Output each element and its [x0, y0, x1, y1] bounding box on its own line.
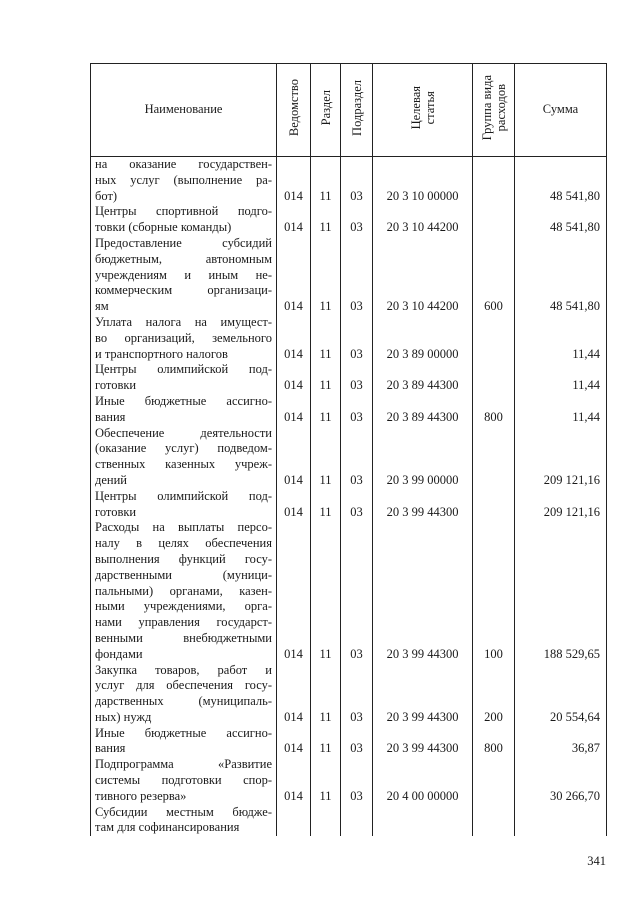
row-celevaya-statya: 20 3 89 44300	[373, 362, 473, 394]
row-summa: 48 541,80	[515, 204, 607, 236]
row-name-line: Предоставление субсидий	[95, 235, 272, 250]
row-summa: 48 541,80	[515, 236, 607, 315]
table-row	[91, 805, 607, 837]
row-name	[91, 204, 277, 236]
row-name-line: ных услуг (выполнение ра-	[95, 172, 272, 187]
row-name	[91, 726, 277, 758]
row-summa: 11,44	[515, 315, 607, 362]
row-name-line: бюджетным, автономным	[95, 251, 272, 266]
row-name-line: и транспортного налогов	[95, 346, 228, 361]
table-row	[91, 394, 607, 426]
row-name-line: дарственными (муници-	[95, 567, 272, 582]
header-vedomstvo: Ведомство	[277, 64, 311, 157]
row-name-line: готовки	[95, 504, 137, 519]
row-name	[91, 394, 277, 426]
row-summa: 30 266,70	[515, 757, 607, 804]
row-name-line: Субсидии местным бюдже-	[95, 804, 272, 819]
table-row	[91, 315, 607, 362]
row-vedomstvo: 014	[277, 663, 311, 726]
row-podrazdel: 03	[341, 315, 373, 362]
row-name-line: услуг для обеспечения госу-	[95, 678, 272, 693]
table-row	[91, 489, 607, 521]
table-row	[91, 426, 607, 489]
row-vedomstvo: 014	[277, 236, 311, 315]
row-razdel	[311, 805, 341, 837]
row-gruppa: 200	[473, 663, 515, 726]
row-name	[91, 362, 277, 394]
row-vedomstvo: 014	[277, 204, 311, 236]
header-gruppa-vida-rashodov: Группа вида расходов	[473, 64, 515, 157]
row-razdel: 11	[311, 362, 341, 394]
row-name-line: тивного резерва»	[95, 788, 187, 803]
row-summa: 48 541,80	[515, 157, 607, 205]
row-podrazdel: 03	[341, 726, 373, 758]
row-name-line: венными внебюджетными	[95, 630, 272, 645]
row-name-line: нами управления государст-	[95, 615, 272, 630]
row-podrazdel	[341, 805, 373, 837]
row-podrazdel: 03	[341, 394, 373, 426]
row-celevaya-statya: 20 3 99 44300	[373, 489, 473, 521]
row-name-line: Уплата налога на имущест-	[95, 314, 272, 329]
table-row	[91, 157, 607, 205]
table-row	[91, 520, 607, 662]
row-razdel: 11	[311, 726, 341, 758]
row-name-line: вания	[95, 409, 126, 424]
row-name-line: пальными) органами, казен-	[95, 583, 272, 598]
table-row	[91, 362, 607, 394]
row-razdel: 11	[311, 663, 341, 726]
row-podrazdel: 03	[341, 157, 373, 205]
row-podrazdel: 03	[341, 362, 373, 394]
table-row	[91, 236, 607, 315]
row-name-line: системы подготовки спор-	[95, 773, 272, 788]
table-row	[91, 204, 607, 236]
row-podrazdel: 03	[341, 236, 373, 315]
row-gruppa: 600	[473, 236, 515, 315]
row-gruppa	[473, 805, 515, 837]
row-name-line: выполнения функций госу-	[95, 551, 272, 566]
row-name-line: фондами	[95, 646, 143, 661]
row-gruppa: 100	[473, 520, 515, 662]
row-name-line: Подпрограмма «Развитие	[95, 757, 272, 772]
row-summa: 20 554,64	[515, 663, 607, 726]
row-name	[91, 757, 277, 804]
row-name-line: учреждениям и иным не-	[95, 267, 272, 282]
row-celevaya-statya: 20 3 10 44200	[373, 236, 473, 315]
budget-table	[90, 63, 607, 836]
row-name-line: там для софинансирования	[95, 820, 240, 835]
row-name-line: налу в целях обеспечения	[95, 536, 272, 551]
row-razdel: 11	[311, 520, 341, 662]
row-name-line: (оказание услуг) подведом-	[95, 441, 272, 456]
row-vedomstvo: 014	[277, 520, 311, 662]
row-gruppa	[473, 315, 515, 362]
row-razdel: 11	[311, 236, 341, 315]
header-celevaya-statya: Целевая статья	[373, 64, 473, 157]
row-summa: 209 121,16	[515, 426, 607, 489]
row-name-line: ственных казенных учреж-	[95, 457, 272, 472]
row-razdel: 11	[311, 426, 341, 489]
row-celevaya-statya	[373, 805, 473, 837]
row-celevaya-statya: 20 3 89 44300	[373, 394, 473, 426]
row-celevaya-statya: 20 3 10 44200	[373, 204, 473, 236]
row-name	[91, 489, 277, 521]
row-gruppa	[473, 204, 515, 236]
row-name	[91, 157, 277, 205]
header-razdel: Раздел	[311, 64, 341, 157]
header-summa: Сумма	[515, 64, 607, 157]
table-body	[91, 157, 607, 837]
row-vedomstvo: 014	[277, 489, 311, 521]
page-number: 341	[587, 854, 606, 868]
row-vedomstvo: 014	[277, 757, 311, 804]
row-celevaya-statya: 20 3 99 00000	[373, 426, 473, 489]
row-summa: 11,44	[515, 394, 607, 426]
row-summa: 36,87	[515, 726, 607, 758]
table-header	[91, 64, 607, 157]
row-name-line: на оказание государствен-	[95, 157, 272, 171]
row-name-line: товки (сборные команды)	[95, 220, 232, 235]
row-gruppa	[473, 362, 515, 394]
row-vedomstvo	[277, 805, 311, 837]
row-razdel: 11	[311, 489, 341, 521]
row-gruppa	[473, 757, 515, 804]
row-celevaya-statya: 20 3 10 00000	[373, 157, 473, 205]
row-celevaya-statya: 20 3 99 44300	[373, 520, 473, 662]
header-name: Наименование	[91, 64, 277, 157]
row-name	[91, 236, 277, 315]
row-podrazdel: 03	[341, 489, 373, 521]
row-name-line: Обеспечение деятельности	[95, 425, 272, 440]
row-razdel: 11	[311, 204, 341, 236]
row-name	[91, 805, 277, 837]
header-podrazdel: Подраздел	[341, 64, 373, 157]
row-vedomstvo: 014	[277, 426, 311, 489]
row-name-line: во организаций, земельного	[95, 330, 272, 345]
row-gruppa: 800	[473, 726, 515, 758]
row-celevaya-statya: 20 4 00 00000	[373, 757, 473, 804]
row-name	[91, 663, 277, 726]
table-row	[91, 757, 607, 804]
row-summa	[515, 805, 607, 837]
table-row	[91, 663, 607, 726]
row-name-line: бот)	[95, 188, 118, 203]
row-razdel: 11	[311, 757, 341, 804]
row-celevaya-statya: 20 3 99 44300	[373, 663, 473, 726]
row-summa: 209 121,16	[515, 489, 607, 521]
row-name-line: Центры спортивной подго-	[95, 204, 272, 219]
row-razdel: 11	[311, 394, 341, 426]
row-name-line: ных) нужд	[95, 709, 152, 724]
row-podrazdel: 03	[341, 757, 373, 804]
row-razdel: 11	[311, 157, 341, 205]
row-name	[91, 315, 277, 362]
row-podrazdel: 03	[341, 663, 373, 726]
row-celevaya-statya: 20 3 99 44300	[373, 726, 473, 758]
row-summa: 11,44	[515, 362, 607, 394]
row-name-line: Закупка товаров, работ и	[95, 662, 272, 677]
row-name-line: дарственных (муниципаль-	[95, 694, 272, 709]
row-vedomstvo: 014	[277, 362, 311, 394]
row-vedomstvo: 014	[277, 157, 311, 205]
row-name-line: Расходы на выплаты персо-	[95, 520, 272, 535]
row-gruppa: 800	[473, 394, 515, 426]
row-vedomstvo: 014	[277, 394, 311, 426]
row-podrazdel: 03	[341, 520, 373, 662]
row-name-line: готовки	[95, 378, 137, 393]
row-celevaya-statya: 20 3 89 00000	[373, 315, 473, 362]
row-gruppa	[473, 489, 515, 521]
row-razdel: 11	[311, 315, 341, 362]
row-name	[91, 426, 277, 489]
row-name-line: Иные бюджетные ассигно-	[95, 725, 272, 740]
row-name-line: дений	[95, 472, 127, 487]
row-podrazdel: 03	[341, 204, 373, 236]
row-summa: 188 529,65	[515, 520, 607, 662]
row-name-line: ям	[95, 299, 109, 314]
row-gruppa	[473, 157, 515, 205]
row-name-line: Центры олимпийской под-	[95, 362, 272, 377]
row-vedomstvo: 014	[277, 315, 311, 362]
row-vedomstvo: 014	[277, 726, 311, 758]
row-name-line: коммерческим организаци-	[95, 283, 272, 298]
row-name-line: Центры олимпийской под-	[95, 488, 272, 503]
row-name	[91, 520, 277, 662]
row-podrazdel: 03	[341, 426, 373, 489]
row-name-line: Иные бюджетные ассигно-	[95, 393, 272, 408]
table-row	[91, 726, 607, 758]
row-gruppa	[473, 426, 515, 489]
row-name-line: ными учреждениями, орга-	[95, 599, 272, 614]
row-name-line: вания	[95, 741, 126, 756]
